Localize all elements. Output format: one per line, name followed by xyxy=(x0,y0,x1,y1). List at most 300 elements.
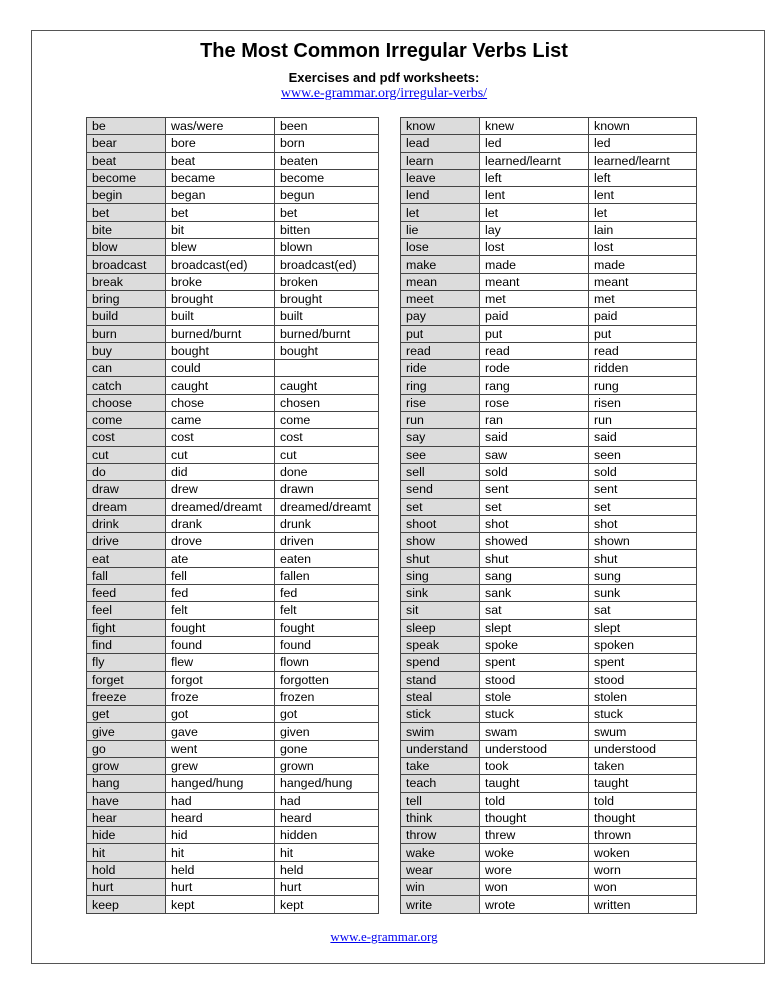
verb-row xyxy=(401,567,697,584)
verb-row xyxy=(401,827,697,844)
base-form-cell: hear xyxy=(87,809,166,826)
verb-row xyxy=(401,290,697,307)
past-participle-cell: won xyxy=(589,879,697,896)
past-simple-cell: shot xyxy=(480,515,589,532)
verb-row xyxy=(401,844,697,861)
past-simple-cell: meant xyxy=(480,273,589,290)
past-participle-cell: stood xyxy=(589,671,697,688)
base-form-cell: can xyxy=(87,360,166,377)
verb-row xyxy=(87,740,379,757)
verb-row xyxy=(87,342,379,359)
past-simple-cell: ate xyxy=(166,550,275,567)
past-simple-cell: made xyxy=(480,256,589,273)
base-form-cell: read xyxy=(401,342,480,359)
base-form-cell: lead xyxy=(401,135,480,152)
base-form-cell: do xyxy=(87,463,166,480)
past-simple-cell: bit xyxy=(166,221,275,238)
past-participle-cell: got xyxy=(275,706,379,723)
base-form-cell: think xyxy=(401,809,480,826)
verb-row xyxy=(401,394,697,411)
verb-row xyxy=(87,775,379,792)
base-form-cell: know xyxy=(401,118,480,135)
verb-row xyxy=(87,827,379,844)
past-simple-cell: saw xyxy=(480,446,589,463)
verb-row xyxy=(87,844,379,861)
base-form-cell: make xyxy=(401,256,480,273)
past-participle-cell: hurt xyxy=(275,879,379,896)
past-participle-cell: spent xyxy=(589,654,697,671)
past-participle-cell: lent xyxy=(589,187,697,204)
past-simple-cell: hanged/hung xyxy=(166,775,275,792)
past-participle-cell: become xyxy=(275,169,379,186)
past-simple-cell: went xyxy=(166,740,275,757)
past-simple-cell: sold xyxy=(480,463,589,480)
past-simple-cell: said xyxy=(480,429,589,446)
past-participle-cell: shut xyxy=(589,550,697,567)
verb-row xyxy=(401,446,697,463)
past-simple-cell: stood xyxy=(480,671,589,688)
past-participle-cell: learned/learnt xyxy=(589,152,697,169)
base-form-cell: broadcast xyxy=(87,256,166,273)
verb-row xyxy=(87,308,379,325)
verb-row xyxy=(401,775,697,792)
base-form-cell: give xyxy=(87,723,166,740)
verb-row xyxy=(87,757,379,774)
base-form-cell: rise xyxy=(401,394,480,411)
past-participle-cell: woken xyxy=(589,844,697,861)
past-participle-cell: meant xyxy=(589,273,697,290)
base-form-cell: cost xyxy=(87,429,166,446)
past-participle-cell: broadcast(ed) xyxy=(275,256,379,273)
past-simple-cell: blew xyxy=(166,239,275,256)
worksheets-link[interactable]: www.e-grammar.org/irregular-verbs/ xyxy=(280,86,488,101)
verb-row xyxy=(87,118,379,135)
past-participle-cell: set xyxy=(589,498,697,515)
verb-row xyxy=(401,273,697,290)
past-simple-cell: knew xyxy=(480,118,589,135)
past-simple-cell: led xyxy=(480,135,589,152)
past-participle-cell: bet xyxy=(275,204,379,221)
page-subtitle: Exercises and pdf worksheets: xyxy=(288,70,480,85)
base-form-cell: win xyxy=(401,879,480,896)
past-simple-cell: put xyxy=(480,325,589,342)
past-simple-cell: hurt xyxy=(166,879,275,896)
base-form-cell: find xyxy=(87,636,166,653)
past-participle-cell: paid xyxy=(589,308,697,325)
past-participle-cell: driven xyxy=(275,533,379,550)
verb-row xyxy=(401,342,697,359)
past-simple-cell: had xyxy=(166,792,275,809)
past-participle-cell: lost xyxy=(589,239,697,256)
base-form-cell: ride xyxy=(401,360,480,377)
verb-row xyxy=(87,723,379,740)
base-form-cell: go xyxy=(87,740,166,757)
base-form-cell: put xyxy=(401,325,480,342)
past-participle-cell: felt xyxy=(275,602,379,619)
past-simple-cell: rose xyxy=(480,394,589,411)
past-simple-cell: found xyxy=(166,636,275,653)
base-form-cell: leave xyxy=(401,169,480,186)
verb-row xyxy=(401,636,697,653)
base-form-cell: show xyxy=(401,533,480,550)
past-participle-cell: kept xyxy=(275,896,379,913)
past-participle-cell: left xyxy=(589,169,697,186)
base-form-cell: become xyxy=(87,169,166,186)
base-form-cell: run xyxy=(401,412,480,429)
base-form-cell: hit xyxy=(87,844,166,861)
verb-row xyxy=(87,169,379,186)
verb-row xyxy=(401,204,697,221)
past-simple-cell: built xyxy=(166,308,275,325)
past-participle-cell: taught xyxy=(589,775,697,792)
base-form-cell: hold xyxy=(87,861,166,878)
base-form-cell: bear xyxy=(87,135,166,152)
past-participle-cell: shot xyxy=(589,515,697,532)
past-simple-cell: thought xyxy=(480,809,589,826)
past-participle-cell: come xyxy=(275,412,379,429)
past-simple-cell: felt xyxy=(166,602,275,619)
verb-row xyxy=(87,204,379,221)
page-title: The Most Common Irregular Verbs List xyxy=(200,40,568,62)
base-form-cell: cut xyxy=(87,446,166,463)
past-simple-cell: drove xyxy=(166,533,275,550)
past-participle-cell: told xyxy=(589,792,697,809)
past-simple-cell: kept xyxy=(166,896,275,913)
verb-row xyxy=(87,861,379,878)
verb-row xyxy=(87,619,379,636)
base-form-cell: teach xyxy=(401,775,480,792)
base-form-cell: stick xyxy=(401,706,480,723)
past-participle-cell: written xyxy=(589,896,697,913)
past-simple-cell: drank xyxy=(166,515,275,532)
verb-row xyxy=(87,377,379,394)
past-participle-cell: born xyxy=(275,135,379,152)
base-form-cell: feed xyxy=(87,585,166,602)
verb-row xyxy=(87,654,379,671)
past-participle-cell: eaten xyxy=(275,550,379,567)
past-participle-cell: found xyxy=(275,636,379,653)
verb-row xyxy=(87,550,379,567)
base-form-cell: fly xyxy=(87,654,166,671)
past-simple-cell: bore xyxy=(166,135,275,152)
past-simple-cell: took xyxy=(480,757,589,774)
base-form-cell: steal xyxy=(401,688,480,705)
past-simple-cell: dreamed/dreamt xyxy=(166,498,275,515)
past-participle-cell: spoken xyxy=(589,636,697,653)
verb-row xyxy=(401,169,697,186)
past-participle-cell: lain xyxy=(589,221,697,238)
base-form-cell: see xyxy=(401,446,480,463)
base-form-cell: keep xyxy=(87,896,166,913)
past-participle-cell: thrown xyxy=(589,827,697,844)
verb-row xyxy=(401,498,697,515)
base-form-cell: spend xyxy=(401,654,480,671)
base-form-cell: learn xyxy=(401,152,480,169)
past-participle-cell: stolen xyxy=(589,688,697,705)
past-simple-cell: taught xyxy=(480,775,589,792)
past-simple-cell: stuck xyxy=(480,706,589,723)
base-form-cell: hide xyxy=(87,827,166,844)
past-simple-cell: drew xyxy=(166,481,275,498)
base-form-cell: drink xyxy=(87,515,166,532)
past-simple-cell: wore xyxy=(480,861,589,878)
past-simple-cell: showed xyxy=(480,533,589,550)
past-participle-cell: let xyxy=(589,204,697,221)
past-participle-cell: caught xyxy=(275,377,379,394)
past-participle-cell: done xyxy=(275,463,379,480)
past-participle-cell: cost xyxy=(275,429,379,446)
verb-row xyxy=(401,360,697,377)
past-simple-cell: hid xyxy=(166,827,275,844)
verb-row xyxy=(87,585,379,602)
past-simple-cell: came xyxy=(166,412,275,429)
base-form-cell: write xyxy=(401,896,480,913)
verb-row xyxy=(87,429,379,446)
past-simple-cell: became xyxy=(166,169,275,186)
past-simple-cell: understood xyxy=(480,740,589,757)
past-participle-cell: sold xyxy=(589,463,697,480)
verb-row xyxy=(87,533,379,550)
verb-row xyxy=(401,792,697,809)
past-participle-cell: flown xyxy=(275,654,379,671)
verb-row xyxy=(87,463,379,480)
past-participle-cell: beaten xyxy=(275,152,379,169)
base-form-cell: sit xyxy=(401,602,480,619)
past-simple-cell: told xyxy=(480,792,589,809)
verb-row xyxy=(401,896,697,913)
verb-row xyxy=(87,602,379,619)
past-participle-cell: bought xyxy=(275,342,379,359)
base-form-cell: begin xyxy=(87,187,166,204)
past-participle-cell: hanged/hung xyxy=(275,775,379,792)
verb-row xyxy=(401,325,697,342)
past-simple-cell: fought xyxy=(166,619,275,636)
past-participle-cell: chosen xyxy=(275,394,379,411)
base-form-cell: sell xyxy=(401,463,480,480)
base-form-cell: sleep xyxy=(401,619,480,636)
verb-row xyxy=(87,394,379,411)
past-participle-cell: ridden xyxy=(589,360,697,377)
base-form-cell: stand xyxy=(401,671,480,688)
past-participle-cell: understood xyxy=(589,740,697,757)
past-participle-cell: sunk xyxy=(589,585,697,602)
past-participle-cell: risen xyxy=(589,394,697,411)
past-participle-cell: burned/burnt xyxy=(275,325,379,342)
verbs-table-right xyxy=(400,117,697,914)
base-form-cell: wear xyxy=(401,861,480,878)
base-form-cell: swim xyxy=(401,723,480,740)
past-participle-cell: fed xyxy=(275,585,379,602)
past-simple-cell: heard xyxy=(166,809,275,826)
past-simple-cell: met xyxy=(480,290,589,307)
past-simple-cell: read xyxy=(480,342,589,359)
base-form-cell: dream xyxy=(87,498,166,515)
past-simple-cell: froze xyxy=(166,688,275,705)
base-form-cell: throw xyxy=(401,827,480,844)
base-form-cell: catch xyxy=(87,377,166,394)
verb-row xyxy=(401,533,697,550)
past-participle-cell: built xyxy=(275,308,379,325)
past-simple-cell: bet xyxy=(166,204,275,221)
verb-row xyxy=(87,809,379,826)
past-participle-cell: slept xyxy=(589,619,697,636)
past-simple-cell: flew xyxy=(166,654,275,671)
past-simple-cell: beat xyxy=(166,152,275,169)
base-form-cell: set xyxy=(401,498,480,515)
verb-row xyxy=(87,360,379,377)
past-participle-cell: stuck xyxy=(589,706,697,723)
past-simple-cell: did xyxy=(166,463,275,480)
past-simple-cell: fell xyxy=(166,567,275,584)
past-participle-cell: drawn xyxy=(275,481,379,498)
past-simple-cell: stole xyxy=(480,688,589,705)
verb-row xyxy=(87,412,379,429)
past-simple-cell: left xyxy=(480,169,589,186)
past-participle-cell: held xyxy=(275,861,379,878)
past-participle-cell: forgotten xyxy=(275,671,379,688)
verb-row xyxy=(87,446,379,463)
footer-link[interactable]: www.e-grammar.org xyxy=(330,929,438,944)
past-participle-cell: grown xyxy=(275,757,379,774)
verb-row xyxy=(401,585,697,602)
past-simple-cell: broke xyxy=(166,273,275,290)
verb-row xyxy=(87,273,379,290)
base-form-cell: freeze xyxy=(87,688,166,705)
base-form-cell: fall xyxy=(87,567,166,584)
base-form-cell: bring xyxy=(87,290,166,307)
verb-row xyxy=(87,498,379,515)
past-participle-cell: dreamed/dreamt xyxy=(275,498,379,515)
past-participle-cell: fought xyxy=(275,619,379,636)
past-simple-cell: sang xyxy=(480,567,589,584)
verb-row xyxy=(401,706,697,723)
past-simple-cell: held xyxy=(166,861,275,878)
past-simple-cell: wrote xyxy=(480,896,589,913)
base-form-cell: build xyxy=(87,308,166,325)
verb-row xyxy=(401,256,697,273)
past-participle-cell: taken xyxy=(589,757,697,774)
base-form-cell: pay xyxy=(401,308,480,325)
past-simple-cell: threw xyxy=(480,827,589,844)
verb-row xyxy=(401,602,697,619)
verb-row xyxy=(401,688,697,705)
base-form-cell: let xyxy=(401,204,480,221)
past-participle-cell: shown xyxy=(589,533,697,550)
base-form-cell: fight xyxy=(87,619,166,636)
base-form-cell: tell xyxy=(401,792,480,809)
past-simple-cell: could xyxy=(166,360,275,377)
base-form-cell: grow xyxy=(87,757,166,774)
base-form-cell: speak xyxy=(401,636,480,653)
past-participle-cell: frozen xyxy=(275,688,379,705)
base-form-cell: be xyxy=(87,118,166,135)
past-simple-cell: fed xyxy=(166,585,275,602)
past-simple-cell: caught xyxy=(166,377,275,394)
past-simple-cell: swam xyxy=(480,723,589,740)
past-participle-cell: had xyxy=(275,792,379,809)
base-form-cell: have xyxy=(87,792,166,809)
past-simple-cell: paid xyxy=(480,308,589,325)
base-form-cell: sink xyxy=(401,585,480,602)
verb-row xyxy=(401,515,697,532)
verb-row xyxy=(401,187,697,204)
verb-row xyxy=(87,792,379,809)
past-participle-cell: begun xyxy=(275,187,379,204)
past-simple-cell: sent xyxy=(480,481,589,498)
past-simple-cell: spoke xyxy=(480,636,589,653)
past-participle-cell: read xyxy=(589,342,697,359)
base-form-cell: come xyxy=(87,412,166,429)
verb-row xyxy=(401,619,697,636)
verb-row xyxy=(87,221,379,238)
verb-row xyxy=(401,308,697,325)
past-participle-cell: rung xyxy=(589,377,697,394)
past-simple-cell: began xyxy=(166,187,275,204)
base-form-cell: buy xyxy=(87,342,166,359)
past-simple-cell: broadcast(ed) xyxy=(166,256,275,273)
verb-row xyxy=(401,135,697,152)
verb-row xyxy=(87,239,379,256)
past-simple-cell: bought xyxy=(166,342,275,359)
past-participle-cell: thought xyxy=(589,809,697,826)
base-form-cell: feel xyxy=(87,602,166,619)
past-simple-cell: cost xyxy=(166,429,275,446)
verb-row xyxy=(87,325,379,342)
past-participle-cell: seen xyxy=(589,446,697,463)
past-participle-cell: hit xyxy=(275,844,379,861)
past-participle-cell: sung xyxy=(589,567,697,584)
past-simple-cell: brought xyxy=(166,290,275,307)
past-simple-cell: woke xyxy=(480,844,589,861)
base-form-cell: eat xyxy=(87,550,166,567)
past-simple-cell: lent xyxy=(480,187,589,204)
verb-row xyxy=(401,221,697,238)
past-simple-cell: let xyxy=(480,204,589,221)
verb-row xyxy=(401,861,697,878)
verb-row xyxy=(87,688,379,705)
past-simple-cell: gave xyxy=(166,723,275,740)
past-simple-cell: forgot xyxy=(166,671,275,688)
past-participle-cell: put xyxy=(589,325,697,342)
past-simple-cell: learned/learnt xyxy=(480,152,589,169)
verb-row xyxy=(87,706,379,723)
past-simple-cell: slept xyxy=(480,619,589,636)
past-participle-cell: worn xyxy=(589,861,697,878)
verb-row xyxy=(401,671,697,688)
past-participle-cell: sat xyxy=(589,602,697,619)
base-form-cell: draw xyxy=(87,481,166,498)
past-participle-cell: broken xyxy=(275,273,379,290)
past-participle-cell xyxy=(275,360,379,377)
base-form-cell: shut xyxy=(401,550,480,567)
past-participle-cell: sent xyxy=(589,481,697,498)
past-participle-cell: met xyxy=(589,290,697,307)
base-form-cell: send xyxy=(401,481,480,498)
verb-row xyxy=(401,809,697,826)
base-form-cell: sing xyxy=(401,567,480,584)
past-simple-cell: lost xyxy=(480,239,589,256)
past-participle-cell: hidden xyxy=(275,827,379,844)
verbs-table-left xyxy=(86,117,379,914)
past-participle-cell: drunk xyxy=(275,515,379,532)
base-form-cell: beat xyxy=(87,152,166,169)
verb-row xyxy=(401,152,697,169)
base-form-cell: wake xyxy=(401,844,480,861)
verb-row xyxy=(87,879,379,896)
past-simple-cell: sank xyxy=(480,585,589,602)
base-form-cell: take xyxy=(401,757,480,774)
past-participle-cell: made xyxy=(589,256,697,273)
